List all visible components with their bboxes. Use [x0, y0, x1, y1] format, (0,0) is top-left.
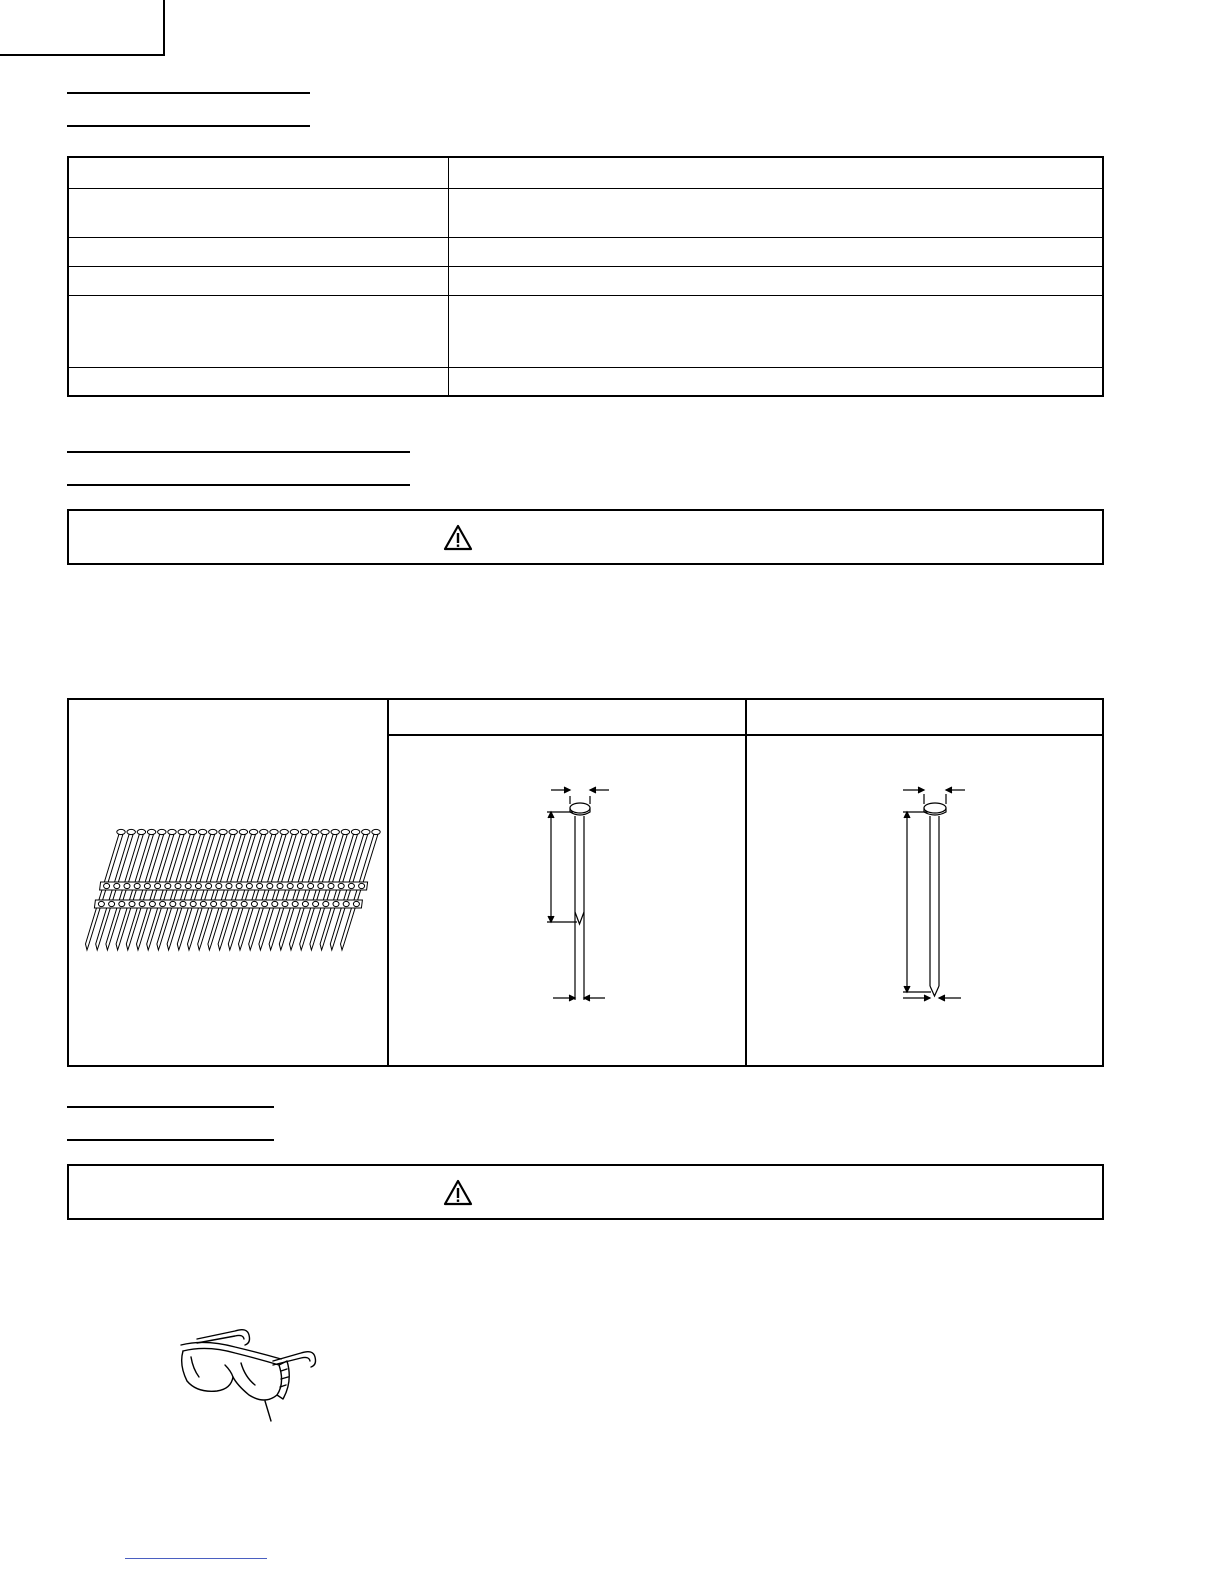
specifications-heading [67, 70, 310, 130]
warning-box [67, 509, 1104, 565]
specifications-table [67, 156, 1104, 397]
accessories-heading [67, 1085, 274, 1145]
safety-glasses-illustration [175, 1325, 325, 1425]
nail-diagram-icon [537, 782, 617, 1012]
nail-table [67, 698, 1104, 1067]
heading-underline [67, 1139, 274, 1141]
warning-triangle-icon [443, 1179, 473, 1207]
nail-diagram-icon [899, 782, 979, 1012]
heading-underline [67, 451, 410, 453]
heading-underline [67, 484, 410, 486]
column-divider [387, 700, 389, 1065]
warning-triangle-icon [443, 524, 473, 552]
column-divider [745, 700, 747, 1065]
table-row [69, 188, 1102, 238]
table-row [69, 267, 1102, 296]
heading-underline [67, 1106, 274, 1108]
warning-box [67, 1164, 1104, 1220]
header-divider [387, 734, 1102, 736]
page-number-tab [0, 0, 165, 56]
footer-link[interactable] [125, 1558, 267, 1559]
heading-underline [67, 125, 310, 127]
table-row [69, 368, 1102, 395]
table-row [69, 238, 1102, 267]
heading-underline [67, 92, 310, 94]
nail-selection-heading [67, 430, 410, 490]
table-row [69, 158, 1102, 189]
nail-strip-illustration [81, 824, 381, 954]
table-row [69, 296, 1102, 368]
